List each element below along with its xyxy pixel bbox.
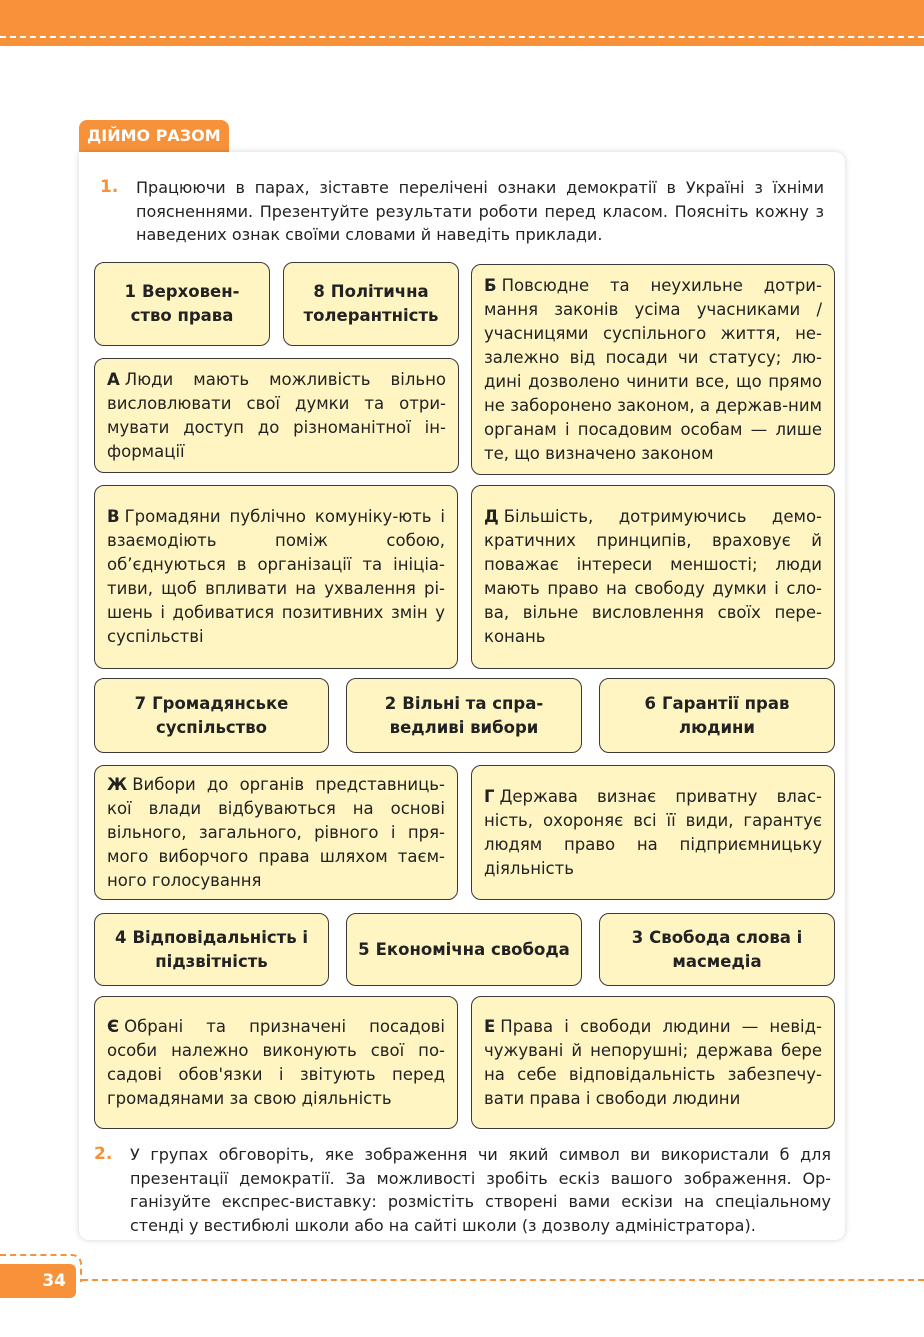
task-1 [100,176,824,247]
term-box-2 [346,678,582,753]
top-dashed-line [0,36,924,38]
task-2-text: У групах обговоріть, яке зображення чи який символ ви використали б для презентації демократії. За можливості зробіть ескіз вашого зображення. Ор-ганізуйте експрес-виставку: розмістіть створені вами ескізи на спеціальному стенді у вестибюлі школи або на сайті школи (з дозволу адміністратора). [130,1145,831,1235]
term-box-3 [599,913,835,986]
definition-letter: В [107,507,120,526]
definition-text: Люди мають можливість вільно висловлювати свої думки та отри-мувати доступ до різноманітної ін-формації [107,369,446,461]
page-number: 34 [0,1264,76,1298]
footer-dashed-line [82,1279,924,1281]
definition-letter: Е [484,1016,496,1036]
definition-letter: Д [484,507,499,526]
term-number: 5 [358,939,370,959]
definition-box-b [471,264,835,475]
definition-box-zh [94,765,458,900]
definition-letter: А [107,369,120,389]
term-label: Політична толерантність [303,282,439,325]
term-box-8 [283,262,459,346]
term-number: 1 [124,282,137,301]
definition-text: Громадяни публічно комуніку-ють і взаємодіють поміж собою, об’єднуються в організації та ініціа-тиви, щоб впливати на ухвалення рі-шень і добиватися позитивних змін у суспільстві [107,507,445,646]
definition-text: Держава визнає приватну влас-ність, охороняє всі її види, гарантує людям право на підприємницьку діяльність [484,786,822,878]
term-label: Відповідальність і підзвітність [132,927,309,971]
definition-box-ye [94,996,458,1129]
task-2-number: 2. [94,1144,113,1164]
definition-box-v [94,485,458,669]
term-box-4 [94,913,329,986]
term-label: Економічна свобода [375,939,570,959]
definition-box-a [94,358,459,473]
term-label: Вільні та спра-ведливі вибори [389,693,544,737]
definition-text: Повсюдне та неухильне дотри-мання законів усіма учасниками / учасницями суспільного життя, не-залежно від посади чи статусу; лю-дині дозволено чинити все, що прямо не заборонено законом, а держав-ним органам і посадовим особам — лише те, що визначено законом [484,275,822,463]
definition-box-e [471,996,835,1129]
definition-box-h [471,765,835,900]
section-label: ДІЙМО РАЗОМ [79,120,229,152]
definition-letter: Ж [107,774,128,794]
definition-text: Обрані та призначені посадові особи належно виконують свої по-садові обов'язки і звітують перед громадянами за свою діяльність [107,1016,445,1108]
term-label: Громадянське суспільство [152,693,289,737]
term-number: 6 [644,693,657,713]
definition-letter: Б [484,275,497,295]
top-band [0,0,924,46]
term-label: Свобода слова і масмедіа [649,927,803,971]
task-1-number: 1. [100,177,119,197]
term-number: 3 [631,927,644,947]
task-1-text: Працюючи в парах, зіставте перелічені ознаки демократії в Україні з їхніми поясненнями. Презентуйте результати роботи перед класом. Поясніть кожну з наведених ознак своїми словами й наведіть приклади. [136,178,824,244]
term-box-7 [94,678,329,753]
term-number: 2 [384,693,397,713]
term-number: 4 [114,927,127,947]
term-number: 8 [313,282,325,301]
definition-text: Права і свободи людини — невід-чужувані й непорушні; держава бере на себе відповідальність забезпечу-вати права і свободи людини [484,1016,822,1108]
term-box-6 [599,678,835,753]
definition-letter: Г [484,786,495,806]
term-label: Гарантії прав людини [662,693,790,737]
term-label: Верховен-ство права [130,282,240,325]
definition-letter: Є [107,1016,120,1036]
task-2 [94,1143,831,1237]
term-box-5 [346,913,582,986]
term-number: 7 [134,693,147,713]
definition-text: Вибори до органів представниць-кої влади відбуваються на основі вільного, загального, рівного і пря-мого виборчого права шляхом таєм-ного голосування [107,774,445,890]
definition-box-d [471,485,835,669]
term-box-1 [94,262,270,346]
definition-text: Більшість, дотримуючись демо-кратичних принципів, враховує й поважає інтереси меншості; люди мають право на свободу думки і сло-ва, вільне висловлення своїх пере-конань [484,507,822,646]
